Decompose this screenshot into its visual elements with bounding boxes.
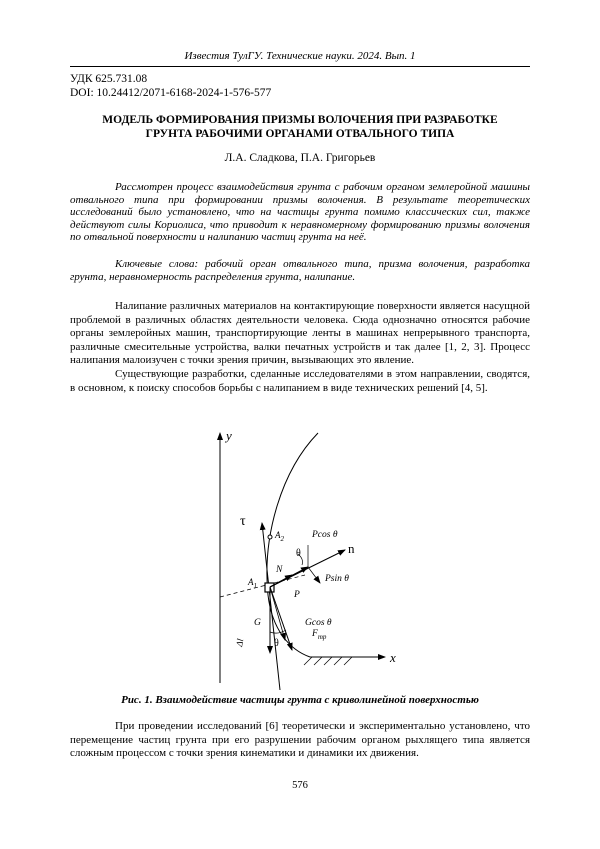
label-theta-bottom: θ: [274, 638, 279, 649]
label-dl: Δl: [234, 637, 246, 648]
paragraph-1: Налипание различных материалов на контактирующие поверхности является насущной проблемой в различных областях деятельности человека. Сюда однозначно относятся рабочие органы землеройных машин, транспортирующие ленты в машинах непрерывного транспорта, различные смесительные устройства, валки печатных устройств и так далее [1, 2, 3]. Процесс налипания малоизучен с точки зрения причин, вызывающих это явление.: [70, 300, 530, 367]
keywords-text: Ключевые слова: рабочий орган отвального типа, призма волочения, разработка грунта, неравномерность распределения грунта, налипание.: [70, 258, 530, 283]
doi: DOI: 10.24412/2071-6168-2024-1-576-577: [70, 87, 272, 99]
label-N: N: [276, 565, 283, 575]
keywords: [70, 258, 530, 283]
label-ftr: $F_{тр}$: [312, 629, 327, 641]
label-n: n: [348, 541, 355, 556]
header-rule: [70, 66, 530, 67]
body-continued: [70, 720, 530, 761]
label-a2: $A_2$: [275, 530, 284, 543]
page-number: 576: [292, 780, 308, 791]
label-P: P: [294, 590, 300, 600]
abstract-text: Рассмотрен процесс взаимодействия грунта с рабочим органом землеройной машины отвального типа при формировании призмы волочения. В результате теоретических исследований было установлено, что на частицы грунта помимо классических сил, также действуют силы Кориолиса, что приводит к неравномерному формированию призмы волочения по отвальной поверхности и налипанию частиц грунта на неё.: [70, 181, 530, 244]
force-diagram: [200, 425, 540, 690]
body-intro: [70, 300, 530, 395]
ground-hatching: [304, 657, 352, 665]
label-psin: Psin θ: [325, 574, 349, 584]
angle-arc-bottom: [270, 630, 286, 633]
title-line-1: МОДЕЛЬ ФОРМИРОВАНИЯ ПРИЗМЫ ВОЛОЧЕНИЯ ПРИ РАЗРАБОТКЕ: [102, 114, 498, 126]
label-pcos: Pcos θ: [312, 530, 338, 540]
paragraph-2: Существующие разработки, сделанные исследователями в этом направлении, сводятся, в основном, к поиску способов борьбы с налипанием в виде технических решений [4, 5].: [70, 367, 530, 394]
dashed-line: [220, 575, 305, 597]
label-theta-top: θ: [296, 548, 301, 559]
article-title: [70, 113, 530, 141]
authors: Л.А. Сладкова, П.А. Григорьев: [224, 152, 376, 164]
article-meta: [70, 72, 271, 100]
label-y: y: [226, 428, 232, 443]
label-x: x: [390, 650, 396, 665]
label-tau: τ: [240, 514, 246, 529]
force-psin: [308, 567, 320, 583]
abstract: [70, 181, 530, 244]
paragraph-3: При проведении исследований [6] теоретически и экспериментально установлено, что перемещение частиц грунта при его разрушении рабочим органом рыхлящего типа является сложным процессом с точки зрения кинематики и динамики их движения.: [70, 720, 530, 760]
label-G: G: [254, 618, 261, 628]
title-line-2: ГРУНТА РАБОЧИМИ ОРГАНАМИ ОТВАЛЬНОГО ТИПА: [145, 128, 455, 140]
journal-header: Известия ТулГУ. Технические науки. 2024. Вып. 1: [184, 50, 416, 62]
figure-1: [200, 425, 540, 690]
udk-code: УДК 625.731.08: [70, 73, 148, 85]
figure-caption: Рис. 1. Взаимодействие частицы грунта с криволинейной поверхностью: [121, 694, 479, 706]
label-gcos: Gcos θ: [305, 618, 332, 628]
label-a1: $A_1$: [248, 577, 257, 590]
point-a2: [268, 535, 272, 539]
